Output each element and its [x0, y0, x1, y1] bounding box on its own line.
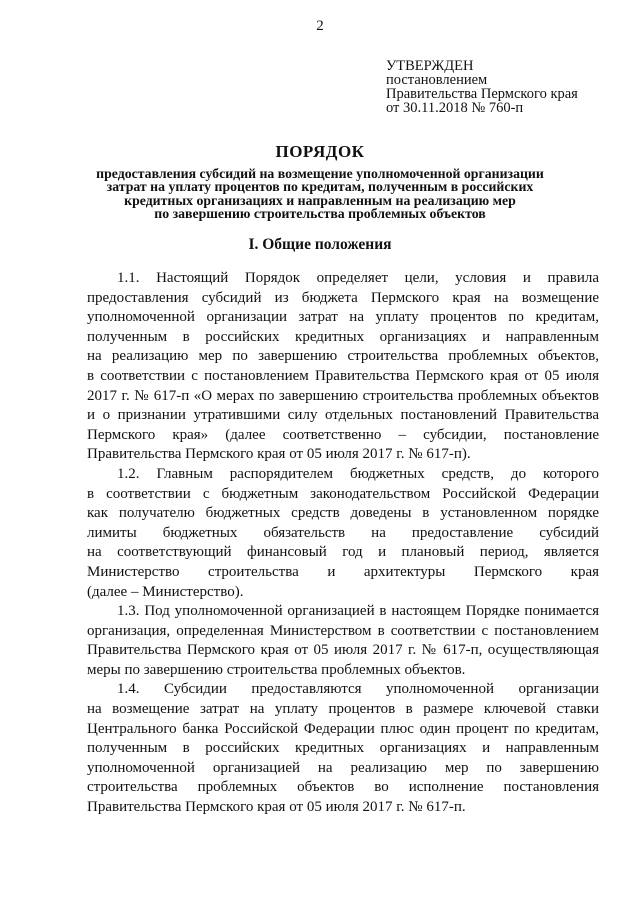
paragraph-line: Пермского края» (далее соответственно – субсидии, постановление — [87, 426, 599, 443]
subtitle-line: по завершению строительства проблемных объектов — [154, 205, 486, 221]
paragraph — [87, 269, 599, 465]
subtitle-line: кредитных организациях и направленным на реализацию мер — [124, 192, 516, 208]
paragraph-line: на возмещение затрат на уплату процентов в размере ключевой ставки — [87, 701, 599, 718]
paragraph-line: 1.2. Главным распорядителем бюджетных средств, до которого — [117, 465, 599, 482]
document-title: ПОРЯДОК — [275, 142, 365, 161]
paragraph-line: Министерство строительства и архитектуры Пермского края — [87, 563, 599, 580]
paragraph — [87, 680, 599, 817]
document-subtitle — [0, 167, 640, 220]
paragraph-line: в соответствии с бюджетным законодательством Российской Федерации — [87, 485, 599, 502]
paragraph-line: 1.1. Настоящий Порядок определяет цели, условия и правила — [117, 270, 599, 286]
approval-line: постановлением — [386, 72, 488, 88]
paragraph-line: 1.4. Субсидии предоставляются уполномоченной организации — [117, 681, 599, 698]
document-body — [87, 269, 599, 818]
paragraph-line: Центрального банка Российской Федерации плюс один процент по кредитам, — [87, 720, 599, 737]
paragraph-line: в соответствии с постановлением Правительства Пермского края от 05 июля — [87, 367, 599, 384]
paragraph-line: на соответствующий финансовый год и плановый период, является — [87, 544, 599, 561]
paragraph-line: лимиты бюджетных обязательств на предоставление субсидий — [87, 524, 599, 541]
paragraph-line: предоставления субсидий из бюджета Пермского края на возмещение — [87, 289, 599, 306]
paragraph — [87, 465, 599, 602]
paragraph — [87, 602, 599, 680]
subtitle-line: предоставления субсидий на возмещение уполномоченной организации — [96, 166, 544, 181]
approval-line: Правительства Пермского края — [386, 86, 578, 102]
paragraph-line: полученным в российских кредитных организациях и направленным — [87, 328, 599, 345]
paragraph-line: строительства проблемных объектов во исполнение постановления — [87, 779, 599, 796]
page-number: 2 — [316, 18, 324, 34]
paragraph-line: Правительства Пермского края от 05 июля 2017 г. № 617-п). — [87, 446, 471, 463]
paragraph-line: Правительства Пермского края от 05 июля 2017 г. № 617-п, осуществляющая — [87, 642, 599, 659]
paragraph-line: 1.3. Под уполномоченной организацией в настоящем Порядке понимается — [117, 603, 599, 620]
paragraph-line: уполномоченной организацией на реализацию мер по завершению — [87, 759, 599, 776]
paragraph-line: полученным в российских кредитных организациях и направленным — [87, 740, 599, 757]
paragraph-line: 2017 г. № 617-п «О мерах по завершению строительства проблемных объектов — [87, 387, 599, 404]
approval-stamp — [386, 59, 626, 115]
paragraph-line: меры по завершению строительства проблемных объектов. — [87, 661, 466, 678]
paragraph-line: организация, определенная Министерством в соответствии с постановлением — [87, 622, 599, 639]
approval-line: УТВЕРЖДЕН — [386, 58, 474, 74]
paragraph-line: Правительства Пермского края от 05 июля 2017 г. № 617-п. — [87, 799, 466, 816]
paragraph-line: как получателю бюджетных средств доведены в установленном порядке — [87, 505, 599, 522]
paragraph-line: и о признании утратившими силу отдельных постановлений Правительства — [87, 407, 599, 424]
section-heading: I. Общие положения — [248, 236, 392, 253]
paragraph-line: уполномоченной организации затрат на уплату процентов по кредитам, — [87, 309, 599, 326]
paragraph-line: (далее – Министерство). — [87, 583, 244, 600]
paragraph-line: на реализацию мер по завершению строительства проблемных объектов, — [87, 348, 599, 365]
approval-line: от 30.11.2018 № 760-п — [386, 100, 524, 116]
subtitle-line: затрат на уплату процентов по кредитам, полученным в российских — [106, 179, 534, 195]
